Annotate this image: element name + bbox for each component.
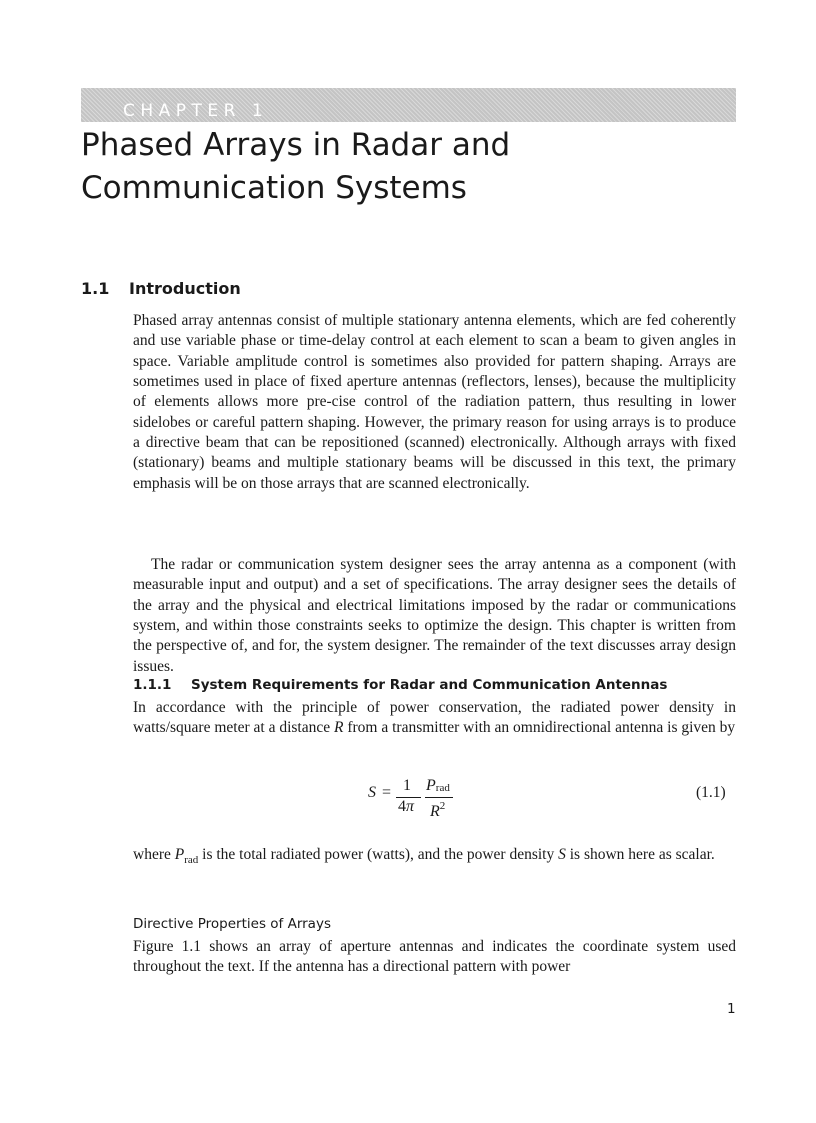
equation-denominator-1: 4π: [398, 798, 415, 815]
equation-lhs: S: [368, 784, 376, 801]
equation-numerator-2: $P_{rad}$: [426, 777, 450, 794]
where-paragraph: where $P_{rad}$ is the total radiated power (watts), and the power density S is shown here as scalar.: [133, 846, 715, 867]
subsection-heading: [133, 676, 667, 694]
equation-number: (1.1): [696, 784, 726, 801]
chapter-title-line1: Phased Arrays in Radar and: [81, 127, 511, 163]
equation-numerator-1: 1: [403, 777, 411, 794]
section-title: Introduction: [129, 279, 241, 298]
chapter-title: [81, 124, 510, 210]
variable-S: S: [558, 846, 566, 863]
section-number: 1.1: [81, 279, 110, 298]
chapter-title-line2: Communication Systems: [81, 170, 467, 206]
directive-paragraph: Figure 1.1 shows an array of aperture antennas and indicates the coordinate system used throughout the text. If the antenna has a directional pattern with power: [133, 938, 736, 976]
fraction-bar-2: [425, 797, 453, 798]
page-number: 1: [727, 1001, 736, 1017]
chapter-label: CHAPTER 1: [123, 101, 269, 121]
section-heading: [81, 279, 241, 299]
intro-paragraph-1: Phased array antennas consist of multiple stationary antenna elements, which are fed coherently and use variable phase or time-delay control at each element to scan a beam to given angles in space. Variable amplitude control is sometimes also provided for pattern shaping. Arrays are sometimes used in place of fixed aperture antennas (reflectors, lenses), because the multiplicity of elements allows more pre-cise control of the radiation pattern, thus resulting in lower sidelobes or careful pattern shaping. However, the primary reason for using arrays is to produce a directive beam that can be repositioned (scanned) electronically. Although arrays with fixed (stationary) beams and multiple stationary beams will be discussed in this text, the primary emphasis will be on those arrays that are scanned electronically.: [133, 312, 736, 492]
equation-denominator-2: $R^2$: [430, 800, 446, 820]
power-density-paragraph: In accordance with the principle of power conservation, the radiated power density in watts/square meter at a distance R from a transmitter with an omnidirectional antenna is given by: [133, 699, 736, 737]
variable-P: P: [174, 846, 185, 863]
subsection-title: System Requirements for Radar and Communication Antennas: [191, 677, 668, 693]
equation-equals: =: [382, 784, 392, 801]
variable-R: R: [334, 719, 344, 737]
subsection-number: 1.1.1: [133, 677, 172, 693]
intro-paragraph-2: The radar or communication system designer sees the array antenna as a component (with measurable input and output) and a set of specifications. The array designer sees the details of the array and the physical and electrical limitations imposed by the radar or communications system, and within those constraints seeks to optimize the design. This chapter is written from the perspective of, and for, the system designer. The remainder of the text discusses array design issues.: [133, 556, 736, 675]
subsubsection-heading: Directive Properties of Arrays: [133, 916, 331, 932]
